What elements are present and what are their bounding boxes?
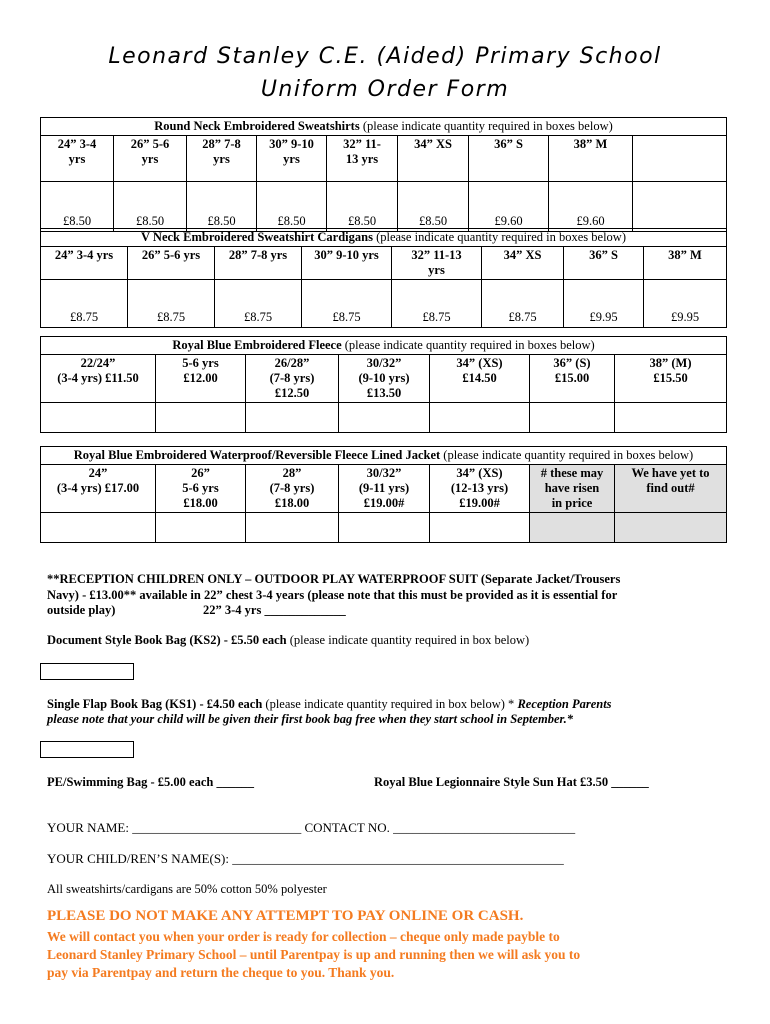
blank-cell [633, 182, 727, 232]
size-cell: 24” 3-4 yrs [41, 247, 128, 280]
quantity-cell[interactable] [41, 403, 156, 433]
reception-suit-line1: **RECEPTION CHILDREN ONLY – OUTDOOR PLAY WATERPROOF SUIT (Separate Jacket/Trousers [47, 572, 621, 586]
size-cell: 30” 9-10 yrs [257, 136, 327, 182]
price-quantity-cell[interactable]: £8.50 [327, 182, 398, 232]
size-cell: 24” 3-4 yrs [41, 136, 114, 182]
payment-warning-line: Leonard Stanley Primary School – until Parentpay is up and running then we will ask you to [47, 947, 581, 962]
price-quantity-cell[interactable]: £8.75 [302, 280, 392, 328]
quantity-cell[interactable] [339, 403, 430, 433]
size-price-cell: 28” (7-8 yrs) £18.00 [246, 465, 339, 513]
size-price-cell: 30/32” (9-11 yrs) £19.00# [339, 465, 430, 513]
jacket-caption: Royal Blue Embroidered Waterproof/Reversible Fleece Lined Jacket (please indicate quantity required in boxes below) [41, 447, 727, 465]
sweatshirts-caption: Round Neck Embroidered Sweatshirts (please indicate quantity required in boxes below) [41, 118, 727, 136]
fleece-caption: Royal Blue Embroidered Fleece (please indicate quantity required in boxes below) [41, 337, 727, 355]
price-quantity-cell[interactable]: £8.75 [215, 280, 302, 328]
jacket-table [40, 446, 727, 543]
price-quantity-cell[interactable]: £8.50 [257, 182, 327, 232]
quantity-cell[interactable] [41, 513, 156, 543]
size-cell: 28” 7-8 yrs [187, 136, 257, 182]
price-quantity-cell[interactable]: £8.75 [41, 280, 128, 328]
price-quantity-cell[interactable]: £8.50 [187, 182, 257, 232]
size-cell: 34” XS [398, 136, 469, 182]
price-quantity-cell[interactable]: £8.75 [482, 280, 564, 328]
payment-warning-line: pay via Parentpay and return the cheque to you. Thank you. [47, 965, 395, 980]
price-quantity-cell[interactable]: £9.60 [469, 182, 549, 232]
size-price-cell: 24” (3-4 yrs) £17.00 [41, 465, 156, 513]
quantity-cell[interactable] [246, 513, 339, 543]
size-price-cell: 26” 5-6 yrs £18.00 [156, 465, 246, 513]
price-quantity-cell[interactable]: £9.95 [644, 280, 727, 328]
quantity-cell[interactable] [530, 403, 615, 433]
size-cell: 26” 5-6 yrs [114, 136, 187, 182]
school-name-title: Leonard Stanley C.E. (Aided) Primary School [108, 44, 662, 69]
fabric-composition-note: All sweatshirts/cardigans are 50% cotton 50% polyester [47, 882, 327, 896]
single-flap-bag-text: Single Flap Book Bag (KS1) - £4.50 each (please indicate quantity required in box below) * Reception Parents [47, 697, 612, 711]
size-cell: 36” S [564, 247, 644, 280]
size-price-cell: 30/32” (9-10 yrs) £13.50 [339, 355, 430, 403]
sweatshirts-table [40, 117, 727, 232]
reception-suit-line2: Navy) - £13.00** available in 22” chest 3-4 years (please note that this must be provided as it is essential for [47, 588, 618, 602]
price-quantity-cell[interactable]: £8.50 [41, 182, 114, 232]
price-quantity-cell[interactable]: £8.50 [398, 182, 469, 232]
document-bag-text: Document Style Book Bag (KS2) - £5.50 each (please indicate quantity required in box below) [47, 633, 530, 647]
size-price-cell: 5-6 yrs £12.00 [156, 355, 246, 403]
quantity-cell[interactable] [430, 403, 530, 433]
sun-hat-line[interactable]: Royal Blue Legionnaire Style Sun Hat £3.50 ______ [374, 775, 649, 789]
single-flap-bag-quantity-box[interactable] [40, 741, 134, 758]
single-flap-bag-note: please note that your child will be given their first book bag free when they start school in September.* [47, 712, 574, 726]
size-price-cell: 34” (XS) (12-13 yrs) £19.00# [430, 465, 530, 513]
cardigans-table [40, 228, 727, 328]
blank-cell [633, 136, 727, 182]
document-bag-quantity-box[interactable] [40, 663, 134, 680]
shaded-cell [530, 513, 615, 543]
quantity-cell[interactable] [339, 513, 430, 543]
size-price-cell: 34” (XS) £14.50 [430, 355, 530, 403]
payment-warning-line: We will contact you when your order is ready for collection – cheque only made payble to [47, 929, 560, 944]
size-price-cell: 26/28” (7-8 yrs) £12.50 [246, 355, 339, 403]
payment-warning-title: PLEASE DO NOT MAKE ANY ATTEMPT TO PAY ONLINE OR CASH. [47, 908, 524, 924]
price-quantity-cell[interactable]: £8.50 [114, 182, 187, 232]
size-cell: 34” XS [482, 247, 564, 280]
size-price-cell: 36” (S) £15.00 [530, 355, 615, 403]
reception-suit-order-line[interactable]: 22” 3-4 yrs _____________ [203, 603, 346, 617]
size-cell: 32” 11- 13 yrs [327, 136, 398, 182]
size-cell: 38” M [549, 136, 633, 182]
price-quantity-cell[interactable]: £9.95 [564, 280, 644, 328]
price-note-cell: We have yet to find out# [615, 465, 727, 513]
size-cell: 38” M [644, 247, 727, 280]
size-price-cell: 38” (M) £15.50 [615, 355, 727, 403]
child-names-line[interactable]: YOUR CHILD/REN’S NAME(S): ___________________________________________________ [47, 851, 564, 866]
shaded-cell [615, 513, 727, 543]
cardigans-caption: V Neck Embroidered Sweatshirt Cardigans (please indicate quantity required in boxes below) [41, 229, 727, 247]
price-quantity-cell[interactable]: £9.60 [549, 182, 633, 232]
price-quantity-cell[interactable]: £8.75 [128, 280, 215, 328]
quantity-cell[interactable] [615, 403, 727, 433]
price-quantity-cell[interactable]: £8.75 [392, 280, 482, 328]
quantity-cell[interactable] [156, 513, 246, 543]
size-price-cell: 22/24” (3-4 yrs) £11.50 [41, 355, 156, 403]
size-cell: 26” 5-6 yrs [128, 247, 215, 280]
size-cell: 32” 11-13 yrs [392, 247, 482, 280]
your-name-contact-line[interactable]: YOUR NAME: __________________________ CONTACT NO. ____________________________ [47, 820, 576, 835]
size-cell: 36” S [469, 136, 549, 182]
size-cell: 30” 9-10 yrs [302, 247, 392, 280]
price-note-cell: # these may have risen in price [530, 465, 615, 513]
quantity-cell[interactable] [246, 403, 339, 433]
form-title: Uniform Order Form [260, 77, 510, 102]
size-cell: 28” 7-8 yrs [215, 247, 302, 280]
pe-swimming-bag-line[interactable]: PE/Swimming Bag - £5.00 each ______ [47, 775, 254, 789]
fleece-table [40, 336, 727, 433]
quantity-cell[interactable] [430, 513, 530, 543]
quantity-cell[interactable] [156, 403, 246, 433]
reception-suit-line3: outside play) [47, 603, 116, 617]
